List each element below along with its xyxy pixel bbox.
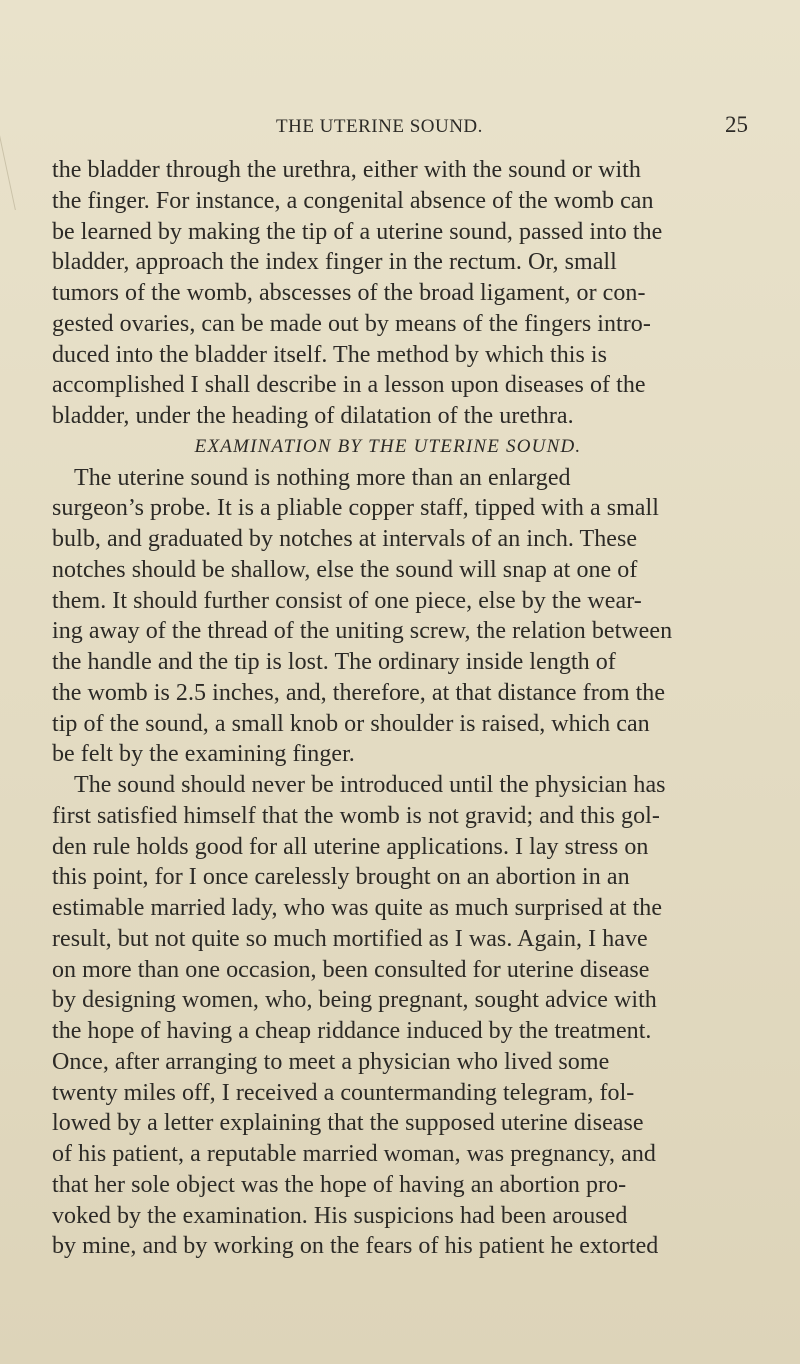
text-line: first satisfied himself that the womb is not gravid; and this gol- bbox=[52, 802, 660, 829]
text-line: the bladder through the urethra, either with the sound or with bbox=[52, 157, 641, 183]
text-line: by designing women, who, being pregnant, sought advice with bbox=[52, 987, 657, 1014]
text-line: be learned by making the tip of a uterine sound, passed into the bbox=[52, 218, 663, 245]
paragraph-first-line: The uterine sound is nothing more than an enlarged bbox=[74, 464, 571, 491]
text-line: of his patient, a reputable married woman, was pregnancy, and bbox=[52, 1141, 656, 1167]
page-header bbox=[52, 112, 760, 142]
text-line: twenty miles off, I received a countermanding telegram, fol- bbox=[52, 1079, 635, 1106]
text-line: tip of the sound, a small knob or shoulder is raised, which can bbox=[52, 710, 650, 737]
text-line: bulb, and graduated by notches at intervals of an inch. These bbox=[52, 526, 638, 552]
text-line: by mine, and by working on the fears of his patient he extorted bbox=[52, 1233, 659, 1260]
text-line: ing away of the thread of the uniting screw, the relation between bbox=[52, 618, 673, 645]
text-line: voked by the examination. His suspicions had been aroused bbox=[52, 1202, 628, 1229]
text-line: Once, after arranging to meet a physician who lived some bbox=[52, 1048, 610, 1075]
text-line: result, but not quite so much mortified as I was. Again, I have bbox=[52, 925, 648, 952]
text-line: this point, for I once carelessly brought on an abortion in an bbox=[52, 864, 630, 891]
body-text bbox=[52, 155, 772, 1262]
text-line: lowed by a letter explaining that the supposed uterine disease bbox=[52, 1110, 644, 1137]
text-line: bladder, approach the index finger in the rectum. Or, small bbox=[52, 249, 617, 276]
text-line: gested ovaries, can be made out by means of the fingers intro- bbox=[52, 310, 651, 337]
text-line: notches should be shallow, else the sound will snap at one of bbox=[52, 556, 638, 583]
section-heading: EXAMINATION BY THE UTERINE SOUND. bbox=[194, 435, 582, 457]
text-line: duced into the bladder itself. The method by which this is bbox=[52, 341, 608, 368]
text-line: the hope of having a cheap riddance induced by the treatment. bbox=[52, 1018, 652, 1044]
text-line: the womb is 2.5 inches, and, therefore, at that distance from the bbox=[52, 679, 666, 706]
page-edge-shadow bbox=[0, 70, 28, 210]
text-line: surgeon’s probe. It is a pliable copper staff, tipped with a small bbox=[52, 495, 659, 522]
paragraph-first-line: The sound should never be introduced until the physician has bbox=[74, 772, 666, 798]
text-line: that her sole object was the hope of having an abortion pro- bbox=[52, 1171, 627, 1198]
text-line: bladder, under the heading of dilatation of the urethra. bbox=[52, 403, 574, 429]
page-number: 25 bbox=[725, 112, 748, 137]
text-line: accomplished I shall describe in a lesson upon diseases of the bbox=[52, 372, 646, 399]
running-head: THE UTERINE SOUND. bbox=[276, 116, 483, 137]
text-line: be felt by the examining finger. bbox=[52, 741, 355, 768]
text-line: tumors of the womb, abscesses of the broad ligament, or con- bbox=[52, 280, 646, 306]
text-line: the finger. For instance, a congenital absence of the womb can bbox=[52, 187, 654, 214]
text-line: the handle and the tip is lost. The ordinary inside length of bbox=[52, 649, 616, 675]
text-line: estimable married lady, who was quite as much surprised at the bbox=[52, 895, 663, 921]
text-line: them. It should further consist of one piece, else by the wear- bbox=[52, 587, 642, 614]
text-line: den rule holds good for all uterine applications. I lay stress on bbox=[52, 833, 649, 860]
text-line: on more than one occasion, been consulted for uterine disease bbox=[52, 956, 650, 983]
